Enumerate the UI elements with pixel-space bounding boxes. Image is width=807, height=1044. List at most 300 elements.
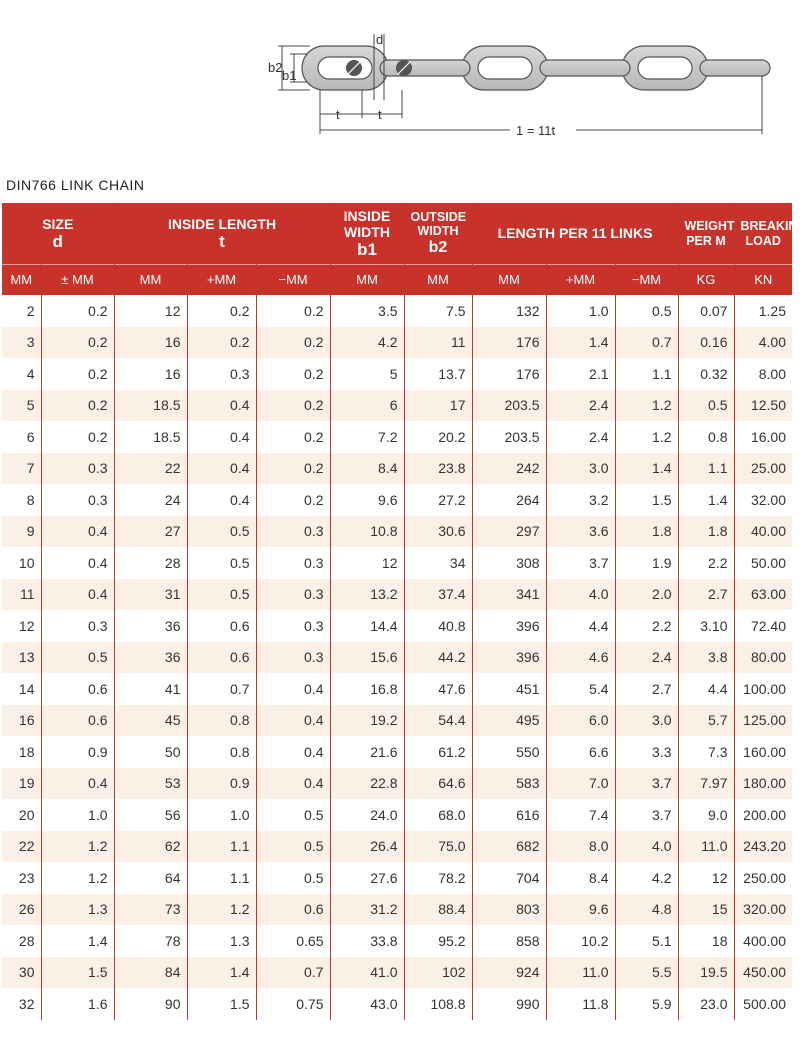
table-row [2,579,792,611]
table-cell: 108.8 [404,988,472,1020]
table-cell: 13.2 [330,579,404,611]
table-cell: 396 [472,642,546,674]
table-cell: 0.2 [41,421,114,453]
table-cell: 47.6 [404,673,472,705]
unit-header: −MM [615,265,678,296]
table-cell: 8.4 [546,862,615,894]
table-row [2,547,792,579]
table-row [2,988,792,1020]
table-cell: 203.5 [472,421,546,453]
table-cell: 27.6 [330,862,404,894]
table-cell: 13.7 [404,358,472,390]
table-cell: 990 [472,988,546,1020]
table-cell: 0.4 [187,453,256,485]
header-outside-width: OUTSIDE WIDTH b2 [404,203,472,265]
table-cell: 19 [2,768,41,800]
table-cell: 500.00 [734,988,792,1020]
table-cell: 0.4 [41,547,114,579]
table-cell: 16 [114,327,187,359]
table-cell: 1.6 [41,988,114,1020]
table-cell: 0.5 [187,516,256,548]
header-size: SIZE d [2,203,114,265]
table-cell: 3.7 [615,799,678,831]
table-cell: 8.4 [330,453,404,485]
table-cell: 10.8 [330,516,404,548]
table-cell: 28 [114,547,187,579]
table-cell: 12.50 [734,390,792,422]
table-cell: 1.9 [615,547,678,579]
table-cell: 88.4 [404,894,472,926]
table-cell: 8 [2,484,41,516]
table-cell: 550 [472,736,546,768]
table-row [2,642,792,674]
table-cell: 203.5 [472,390,546,422]
table-cell: 24 [114,484,187,516]
table-row [2,484,792,516]
header-breaking-load: BREAKING LOAD [734,203,792,265]
table-cell: 2.1 [546,358,615,390]
table-cell: 1.4 [678,484,734,516]
table-row [2,799,792,831]
table-cell: 0.4 [256,705,330,737]
chain-diagram [262,30,782,150]
table-cell: 18.5 [114,421,187,453]
table-cell: 0.3 [256,516,330,548]
table-cell: 23 [2,862,41,894]
table-row [2,327,792,359]
table-cell: 243.20 [734,831,792,863]
table-cell: 250.00 [734,862,792,894]
table-cell: 33.8 [330,925,404,957]
table-cell: 308 [472,547,546,579]
table-cell: 0.8 [187,705,256,737]
table-cell: 1.0 [41,799,114,831]
table-cell: 341 [472,579,546,611]
table-cell: 0.8 [187,736,256,768]
table-cell: 0.3 [187,358,256,390]
table-cell: 27.2 [404,484,472,516]
table-cell: 84 [114,957,187,989]
table-cell: 7.2 [330,421,404,453]
table-cell: 1.2 [41,831,114,863]
table-cell: 11.8 [546,988,615,1020]
table-cell: 21.6 [330,736,404,768]
table-cell: 9.0 [678,799,734,831]
table-cell: 1.4 [546,327,615,359]
table-row [2,673,792,705]
table-cell: 4.2 [330,327,404,359]
table-cell: 1.4 [187,957,256,989]
table-cell: 1.1 [615,358,678,390]
table-cell: 0.3 [41,484,114,516]
table-cell: 4.2 [615,862,678,894]
table-cell: 25.00 [734,453,792,485]
table-cell: 12 [678,862,734,894]
table-cell: 3.2 [546,484,615,516]
table-cell: 1.0 [546,295,615,327]
table-cell: 7.97 [678,768,734,800]
table-cell: 9 [2,516,41,548]
table-cell: 5 [2,390,41,422]
table-cell: 1.1 [187,831,256,863]
table-row [2,358,792,390]
table-row [2,862,792,894]
table-cell: 30.6 [404,516,472,548]
table-cell: 0.2 [256,484,330,516]
table-cell: 396 [472,610,546,642]
table-cell: 22.8 [330,768,404,800]
table-row [2,736,792,768]
chain-spec-table [2,203,807,1020]
unit-header: +MM [546,265,615,296]
table-cell: 14 [2,673,41,705]
table-cell: 0.2 [187,295,256,327]
table-cell: 64 [114,862,187,894]
table-cell: 26 [2,894,41,926]
table-title: DIN766 LINK CHAIN [6,177,145,193]
table-cell: 0.7 [615,327,678,359]
header-weight: WEIGHT PER M [678,203,734,265]
table-cell: 12 [114,295,187,327]
table-cell: 1.2 [41,862,114,894]
table-cell: 31 [114,579,187,611]
table-cell: 1.4 [41,925,114,957]
table-cell: 4.4 [546,610,615,642]
table-cell: 495 [472,705,546,737]
table-cell: 264 [472,484,546,516]
table-cell: 10 [2,547,41,579]
table-cell: 682 [472,831,546,863]
table-row [2,390,792,422]
table-cell: 0.5 [187,579,256,611]
table-cell: 3.10 [678,610,734,642]
table-cell: 132 [472,295,546,327]
table-cell: 0.2 [256,327,330,359]
table-cell: 1.3 [41,894,114,926]
table-cell: 1.2 [615,390,678,422]
table-cell: 11 [404,327,472,359]
table-cell: 0.4 [187,421,256,453]
table-cell: 72.40 [734,610,792,642]
table-cell: 36 [114,642,187,674]
table-cell: 32 [2,988,41,1020]
table-cell: 36 [114,610,187,642]
table-cell: 43.0 [330,988,404,1020]
table-cell: 34 [404,547,472,579]
table-cell: 64.6 [404,768,472,800]
table-cell: 11.0 [546,957,615,989]
table-cell: 0.2 [41,327,114,359]
table-cell: 0.4 [256,736,330,768]
table-cell: 68.0 [404,799,472,831]
table-cell: 0.16 [678,327,734,359]
table-cell: 50.00 [734,547,792,579]
table-cell: 0.7 [256,957,330,989]
table-cell: 18 [2,736,41,768]
units-row [2,265,792,296]
table-cell: 7.3 [678,736,734,768]
table-cell: 0.07 [678,295,734,327]
table-cell: 23.0 [678,988,734,1020]
header-inside-length: INSIDE LENGTH t [114,203,330,265]
table-cell: 0.3 [256,579,330,611]
label-t-second: t [378,107,382,122]
table-cell: 0.6 [41,673,114,705]
label-d: d [376,32,384,47]
table-cell: 3.5 [330,295,404,327]
table-cell: 6.0 [546,705,615,737]
table-cell: 12 [330,547,404,579]
table-cell: 0.5 [256,799,330,831]
table-cell: 0.75 [256,988,330,1020]
table-cell: 10.2 [546,925,615,957]
table-cell: 6 [330,390,404,422]
table-cell: 3.7 [615,768,678,800]
table-cell: 24.0 [330,799,404,831]
table-cell: 2.0 [615,579,678,611]
table-cell: 0.2 [256,421,330,453]
table-cell: 16 [2,705,41,737]
table-cell: 160.00 [734,736,792,768]
table-cell: 2 [2,295,41,327]
table-cell: 176 [472,327,546,359]
table-cell: 12 [2,610,41,642]
table-cell: 41.0 [330,957,404,989]
table-cell: 6.6 [546,736,615,768]
table-cell: 297 [472,516,546,548]
table-cell: 1.5 [41,957,114,989]
table-cell: 0.5 [256,831,330,863]
table-cell: 0.2 [41,390,114,422]
table-cell: 78.2 [404,862,472,894]
label-b1: b1 [282,68,297,83]
table-cell: 0.2 [41,358,114,390]
table-cell: 1.1 [187,862,256,894]
table-row [2,768,792,800]
table-cell: 2.2 [615,610,678,642]
table-cell: 23.8 [404,453,472,485]
table-cell: 2.4 [546,421,615,453]
table-cell: 451 [472,673,546,705]
table-cell: 14.4 [330,610,404,642]
table-row [2,831,792,863]
table-cell: 7.4 [546,799,615,831]
table-cell: 616 [472,799,546,831]
table-cell: 31.2 [330,894,404,926]
table-cell: 22 [2,831,41,863]
table-cell: 18 [678,925,734,957]
table-cell: 16.8 [330,673,404,705]
table-cell: 1.2 [187,894,256,926]
table-cell: 0.6 [187,642,256,674]
table-row [2,421,792,453]
table-cell: 2.7 [678,579,734,611]
table-cell: 0.2 [41,295,114,327]
table-cell: 4.00 [734,327,792,359]
table-cell: 0.65 [256,925,330,957]
table-cell: 27 [114,516,187,548]
table-cell: 50 [114,736,187,768]
table-cell: 0.2 [256,453,330,485]
table-cell: 73 [114,894,187,926]
table-cell: 4.6 [546,642,615,674]
table-row [2,453,792,485]
table-cell: 0.32 [678,358,734,390]
table-cell: 63.00 [734,579,792,611]
table-cell: 53 [114,768,187,800]
table-cell: 8.0 [546,831,615,863]
table-cell: 0.2 [256,295,330,327]
table-row [2,705,792,737]
unit-header: +MM [187,265,256,296]
table-cell: 0.3 [256,547,330,579]
table-cell: 102 [404,957,472,989]
table-cell: 0.9 [187,768,256,800]
table-cell: 0.3 [41,453,114,485]
table-cell: 0.4 [187,484,256,516]
table-cell: 2.4 [546,390,615,422]
unit-header: MM [472,265,546,296]
table-cell: 7 [2,453,41,485]
label-t-first: t [336,107,340,122]
table-cell: 400.00 [734,925,792,957]
table-cell: 0.4 [41,516,114,548]
table-cell: 15 [678,894,734,926]
table-cell: 5.1 [615,925,678,957]
table-cell: 0.5 [41,642,114,674]
unit-header: MM [330,265,404,296]
table-cell: 176 [472,358,546,390]
table-cell: 3.0 [546,453,615,485]
table-cell: 9.6 [330,484,404,516]
table-cell: 4 [2,358,41,390]
table-cell: 0.4 [41,579,114,611]
table-cell: 5 [330,358,404,390]
table-cell: 200.00 [734,799,792,831]
table-cell: 62 [114,831,187,863]
table-cell: 16.00 [734,421,792,453]
unit-header: MM [404,265,472,296]
chain-links [302,46,770,90]
table-cell: 56 [114,799,187,831]
table-cell: 0.3 [41,610,114,642]
table-cell: 0.3 [256,610,330,642]
table-cell: 61.2 [404,736,472,768]
table-cell: 40.00 [734,516,792,548]
table-cell: 7.5 [404,295,472,327]
table-cell: 1.8 [615,516,678,548]
table-cell: 125.00 [734,705,792,737]
table-body [2,295,792,1020]
table-cell: 858 [472,925,546,957]
table-cell: 11 [2,579,41,611]
table-cell: 583 [472,768,546,800]
table-cell: 3.7 [546,547,615,579]
table-cell: 6 [2,421,41,453]
table-cell: 1.4 [615,453,678,485]
table-row [2,925,792,957]
table-cell: 0.6 [41,705,114,737]
table-cell: 4.0 [615,831,678,863]
table-cell: 180.00 [734,768,792,800]
unit-header: −MM [256,265,330,296]
header-inside-width: INSIDE WIDTH b1 [330,203,404,265]
table-cell: 30 [2,957,41,989]
table-cell: 40.8 [404,610,472,642]
table-cell: 2.7 [615,673,678,705]
table-row [2,295,792,327]
table-cell: 0.3 [256,642,330,674]
table-cell: 28 [2,925,41,957]
table-cell: 0.8 [678,421,734,453]
table-cell: 1.3 [187,925,256,957]
table-cell: 704 [472,862,546,894]
table-cell: 0.2 [256,358,330,390]
table-cell: 90 [114,988,187,1020]
table-cell: 0.9 [41,736,114,768]
table-row [2,957,792,989]
table-cell: 0.4 [256,768,330,800]
table-cell: 0.5 [678,390,734,422]
table-cell: 19.2 [330,705,404,737]
table-cell: 1.8 [678,516,734,548]
table-cell: 45 [114,705,187,737]
table-cell: 17 [404,390,472,422]
table-cell: 78 [114,925,187,957]
table-cell: 5.5 [615,957,678,989]
table-cell: 20.2 [404,421,472,453]
table-row [2,516,792,548]
table-cell: 8.00 [734,358,792,390]
table-cell: 15.6 [330,642,404,674]
header-length-per-11: LENGTH PER 11 LINKS [472,203,678,265]
table-cell: 11.0 [678,831,734,863]
table-cell: 803 [472,894,546,926]
table-cell: 0.5 [615,295,678,327]
table-cell: 26.4 [330,831,404,863]
table-cell: 1.5 [615,484,678,516]
table-cell: 1.0 [187,799,256,831]
table-cell: 2.4 [615,642,678,674]
table-cell: 44.2 [404,642,472,674]
table-cell: 5.9 [615,988,678,1020]
table-cell: 32.00 [734,484,792,516]
table-cell: 0.6 [187,610,256,642]
unit-header: MM [2,265,41,296]
unit-header: MM [114,265,187,296]
table-cell: 95.2 [404,925,472,957]
table-cell: 4.0 [546,579,615,611]
unit-header: KN [734,265,792,296]
table-cell: 3.0 [615,705,678,737]
table-row [2,894,792,926]
table-cell: 7.0 [546,768,615,800]
table-cell: 3 [2,327,41,359]
table-cell: 1.25 [734,295,792,327]
table-cell: 0.5 [256,862,330,894]
table-cell: 0.4 [187,390,256,422]
table-cell: 18.5 [114,390,187,422]
table-cell: 3.8 [678,642,734,674]
table-cell: 3.3 [615,736,678,768]
table-cell: 1.1 [678,453,734,485]
table-cell: 100.00 [734,673,792,705]
table-cell: 80.00 [734,642,792,674]
table-cell: 0.6 [256,894,330,926]
table-cell: 19.5 [678,957,734,989]
table-cell: 75.0 [404,831,472,863]
table-cell: 54.4 [404,705,472,737]
